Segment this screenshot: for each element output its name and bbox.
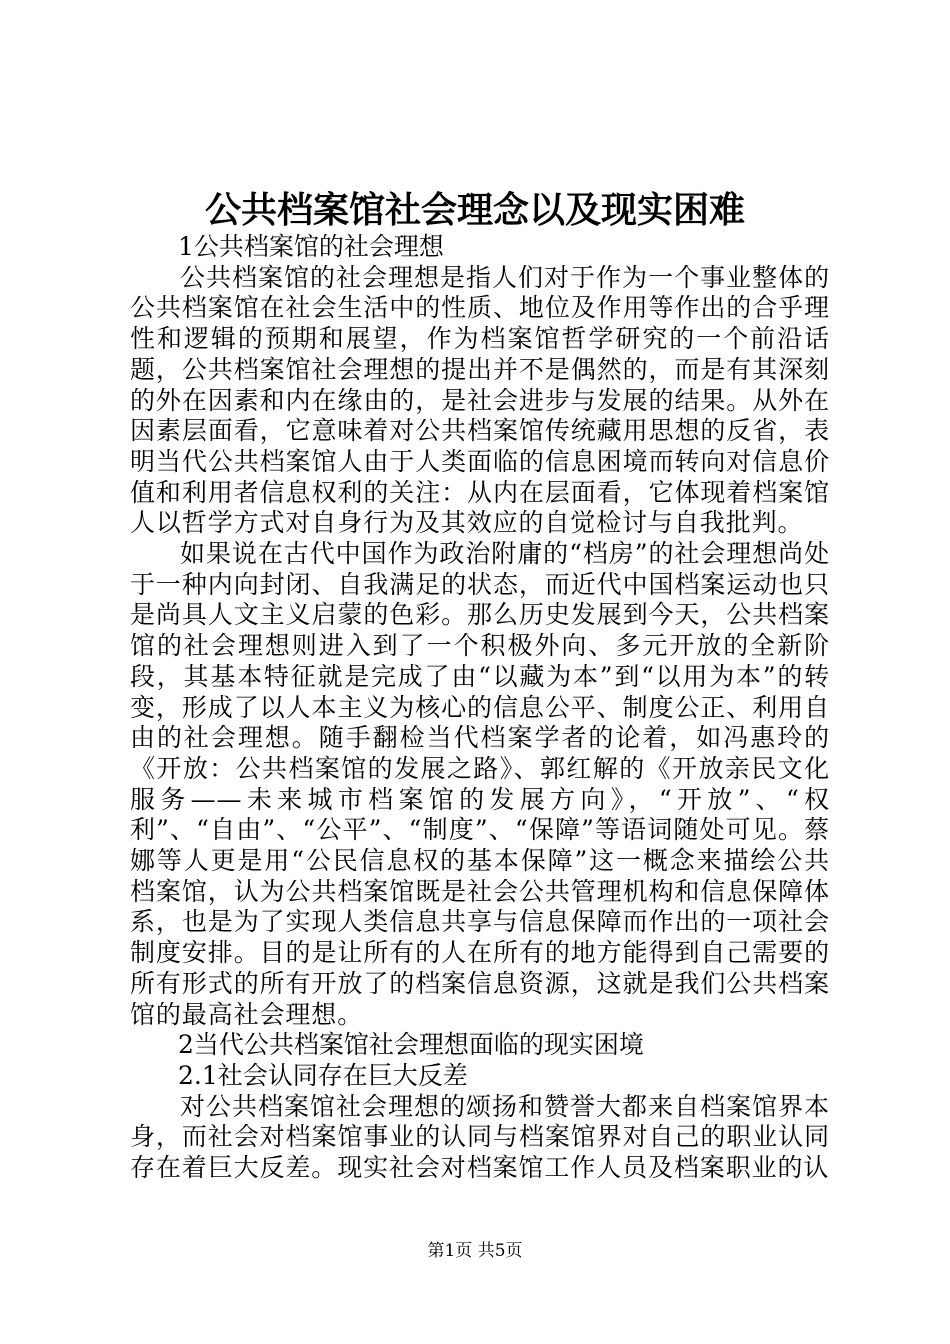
paragraph-1: 公共档案馆的社会理想是指人们对于作为一个事业整体的公共档案馆在社会生活中的性质、地位及作用等作出的合乎理性和逻辑的预期和展望，作为档案馆哲学研究的一个前沿话题，公共档案馆社会理想的提出并不是偶然的，而是有其深刻的外在因素和内在缘由的，是社会进步与发展的结果。从外在因素层面看，它意味着对公共档案馆传统藏用思想的反省，表明当代公共档案馆人由于人类面临的信息困境而转向对信息价值和利用者信息权利的关注：从内在层面看，它体现着档案馆人以哲学方式对自身行为及其效应的自觉检讨与自我批判。 — [130, 262, 830, 538]
document-title: 公共档案馆社会理念以及现实困难 — [204, 189, 745, 231]
section-heading-2: 2当代公共档案馆社会理想面临的现实困境 — [178, 1030, 644, 1060]
page-footer: 第1页 共5页 — [427, 1241, 523, 1261]
subsection-heading-2-1: 2.1社会认同存在巨大反差 — [178, 1060, 468, 1090]
paragraph-3: 对公共档案馆社会理想的颂扬和赞誉大都来自档案馆界本身，而社会对档案馆事业的认同与档案馆界对自己的职业认同存在着巨大反差。现实社会对档案馆工作人员及档案职业的认 — [130, 1091, 830, 1183]
section-heading-1: 1公共档案馆的社会理想 — [178, 232, 444, 261]
paragraph-2: 如果说在古代中国作为政治附庸的“档房”的社会理想尚处于一种内向封闭、自我满足的状态，而近代中国档案运动也只是尚具人文主义启蒙的色彩。那么历史发展到今天，公共档案馆的社会理想则进入到了一个积极外向、多元开放的全新阶段，其基本特征就是完成了由“以藏为本”到“以用为本”的转变，形成了以人本主义为核心的信息公平、制度公正、利用自由的社会理想。随手翻检当代档案学者的论着，如冯惠玲的《开放：公共档案馆的发展之路》、郭红解的《开放亲民文化服务——未来城市档案馆的发展方向》，“开放”、“权利”、“自由”、“公平”、“制度”、“保障”等语词随处可见。蔡娜等人更是用“公民信息权的基本保障”这一概念来描绘公共档案馆，认为公共档案馆既是社会公共管理机构和信息保障体系，也是为了实现人类信息共享与信息保障而作出的一项社会制度安排。目的是让所有的人在所有的地方能得到自己需要的所有形式的所有开放了的档案信息资源，这就是我们公共档案馆的最高社会理想。 — [130, 539, 830, 1029]
document-body — [130, 232, 830, 1184]
